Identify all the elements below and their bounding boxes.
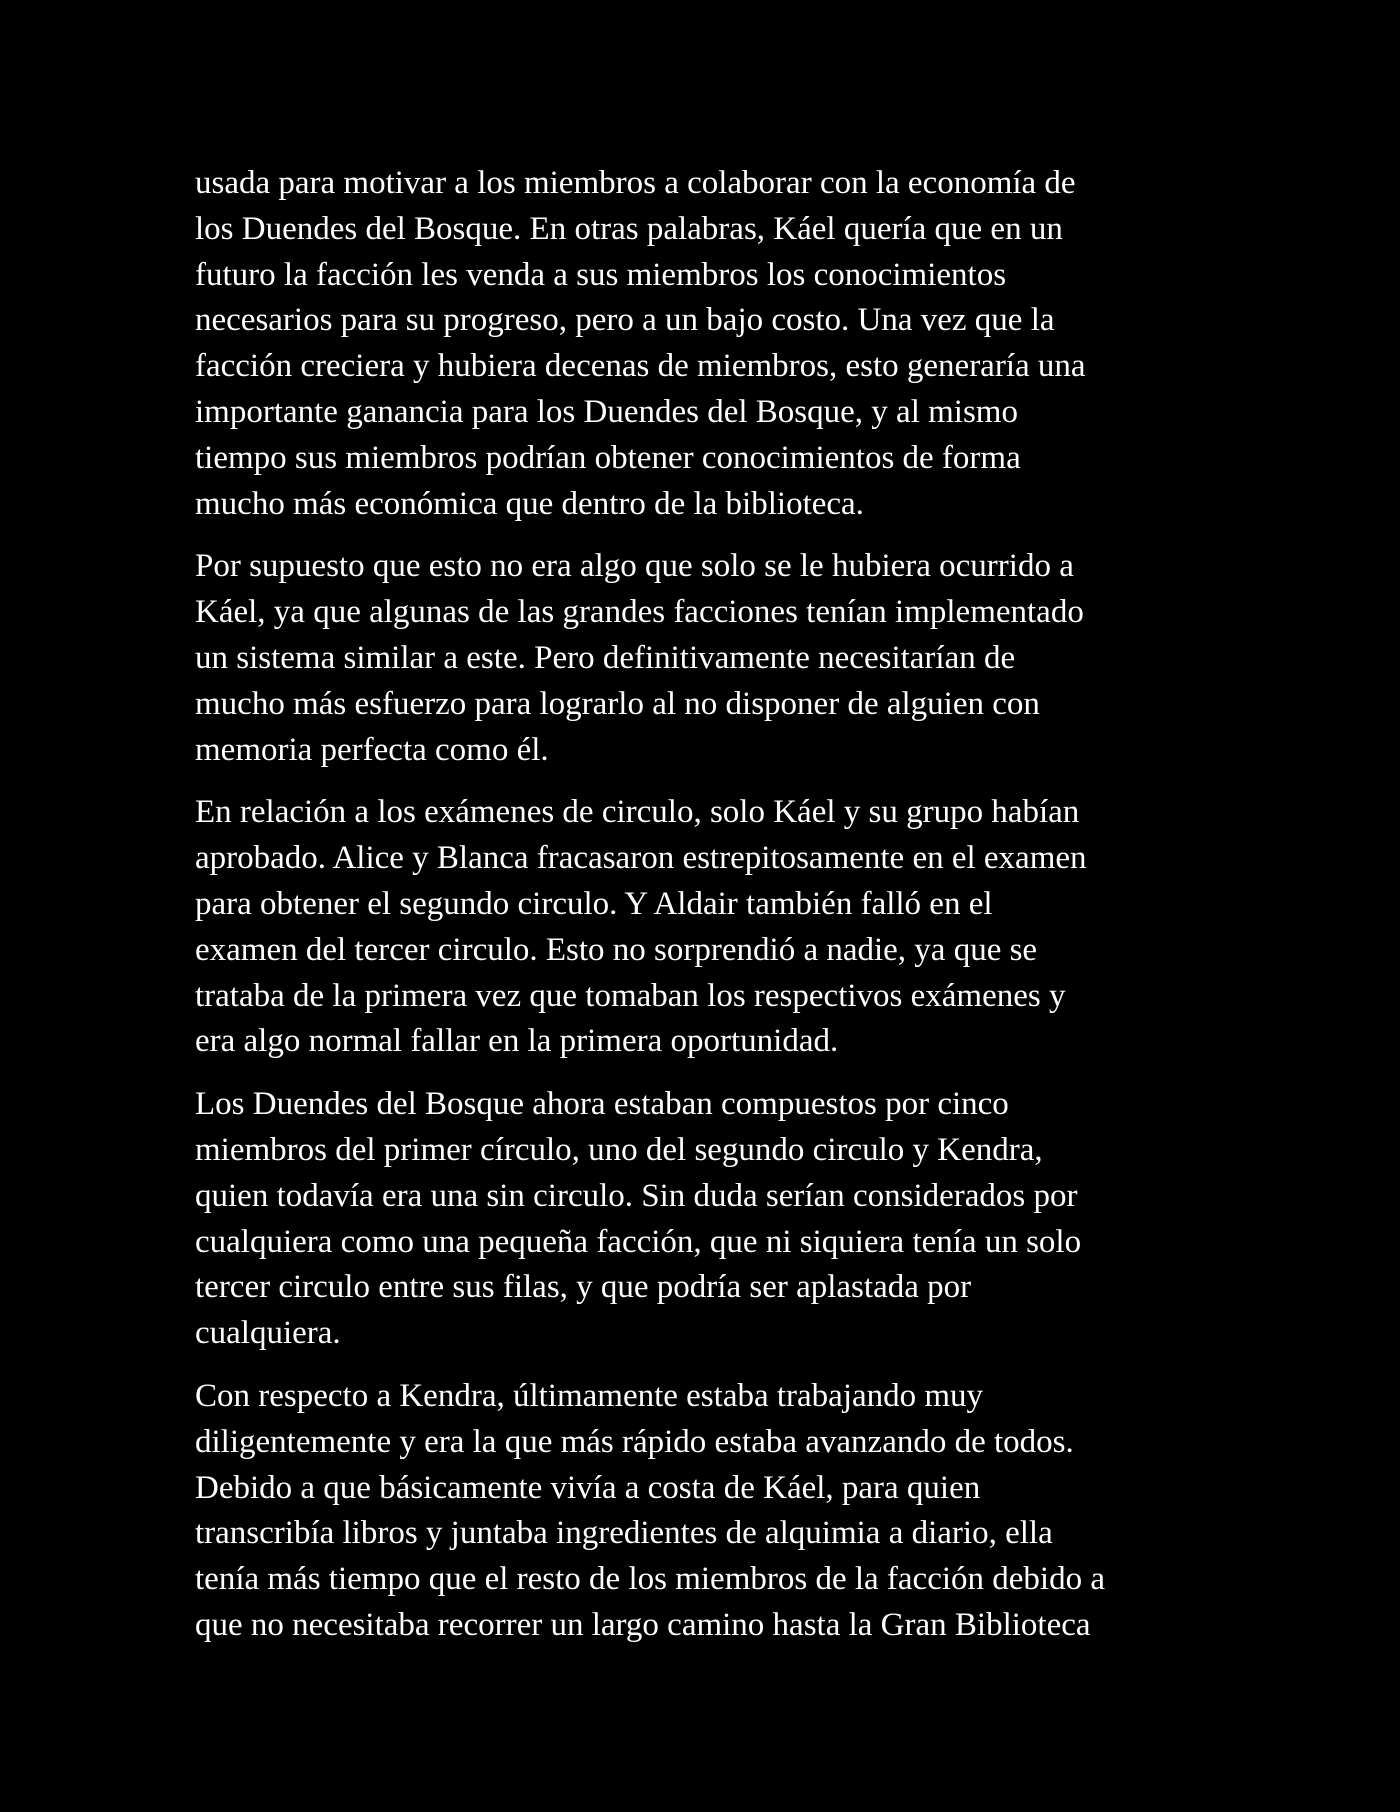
- paragraph: [195, 790, 1235, 1065]
- text-line: Káel, ya que algunas de las grandes facciones tenían implementado: [195, 594, 1084, 631]
- text-line: Debido a que básicamente vivía a costa de Káel, para quien: [195, 1469, 981, 1506]
- text-line: memoria perfecta como él.: [195, 731, 549, 768]
- text-line: Los Duendes del Bosque ahora estaban compuestos por cinco: [195, 1086, 1009, 1123]
- text-line: mucho más económica que dentro de la biblioteca.: [195, 485, 864, 522]
- paragraph: [195, 544, 1235, 773]
- text-line: examen del tercer circulo. Esto no sorprendió a nadie, ya que se: [195, 931, 1038, 968]
- text-line: era algo normal fallar en la primera oportunidad.: [195, 1023, 839, 1060]
- text-line: tenía más tiempo que el resto de los miembros de la facción debido a: [195, 1561, 1105, 1598]
- text-line: futuro la facción les venda a sus miembros los conocimientos: [195, 256, 1007, 293]
- paragraph: [195, 1374, 1235, 1649]
- text-line: tiempo sus miembros podrían obtener conocimientos de forma: [195, 439, 1021, 476]
- text-line: cualquiera.: [195, 1315, 341, 1352]
- text-line: cualquiera como una pequeña facción, que ni siquiera tenía un solo: [195, 1223, 1082, 1260]
- text-line: los Duendes del Bosque. En otras palabras, Káel quería que en un: [195, 210, 1063, 247]
- text-line: miembros del primer círculo, uno del segundo circulo y Kendra,: [195, 1131, 1043, 1168]
- text-line: quien todavía era una sin circulo. Sin duda serían considerados por: [195, 1177, 1078, 1214]
- text-line: que no necesitaba recorrer un largo camino hasta la Gran Biblioteca: [195, 1606, 1091, 1643]
- paragraph: [195, 161, 1235, 527]
- text-line: Con respecto a Kendra, últimamente estaba trabajando muy: [195, 1377, 984, 1414]
- text-line: un sistema similar a este. Pero definitivamente necesitarían de: [195, 639, 1016, 676]
- text-line: para obtener el segundo circulo. Y Aldair también falló en el: [195, 885, 993, 922]
- text-line: trataba de la primera vez que tomaban los respectivos exámenes y: [195, 977, 1066, 1014]
- text-line: mucho más esfuerzo para lograrlo al no disponer de alguien con: [195, 685, 1040, 722]
- text-line: En relación a los exámenes de circulo, solo Káel y su grupo habían: [195, 794, 1080, 831]
- text-line: usada para motivar a los miembros a colaborar con la economía de: [195, 165, 1076, 201]
- body-text: [195, 161, 1235, 1666]
- paragraph: [195, 1082, 1235, 1357]
- text-line: transcribía libros y juntaba ingredientes de alquimia a diario, ella: [195, 1515, 1053, 1552]
- text-line: aprobado. Alice y Blanca fracasaron estrepitosamente en el examen: [195, 840, 1087, 877]
- text-line: importante ganancia para los Duendes del Bosque, y al mismo: [195, 393, 1018, 430]
- text-line: facción creciera y hubiera decenas de miembros, esto generaría una: [195, 348, 1086, 385]
- text-line: necesarios para su progreso, pero a un bajo costo. Una vez que la: [195, 302, 1055, 339]
- text-line: diligentemente y era la que más rápido estaba avanzando de todos.: [195, 1423, 1074, 1460]
- text-line: Por supuesto que esto no era algo que solo se le hubiera ocurrido a: [195, 548, 1074, 585]
- text-line: tercer circulo entre sus filas, y que podría ser aplastada por: [195, 1269, 972, 1306]
